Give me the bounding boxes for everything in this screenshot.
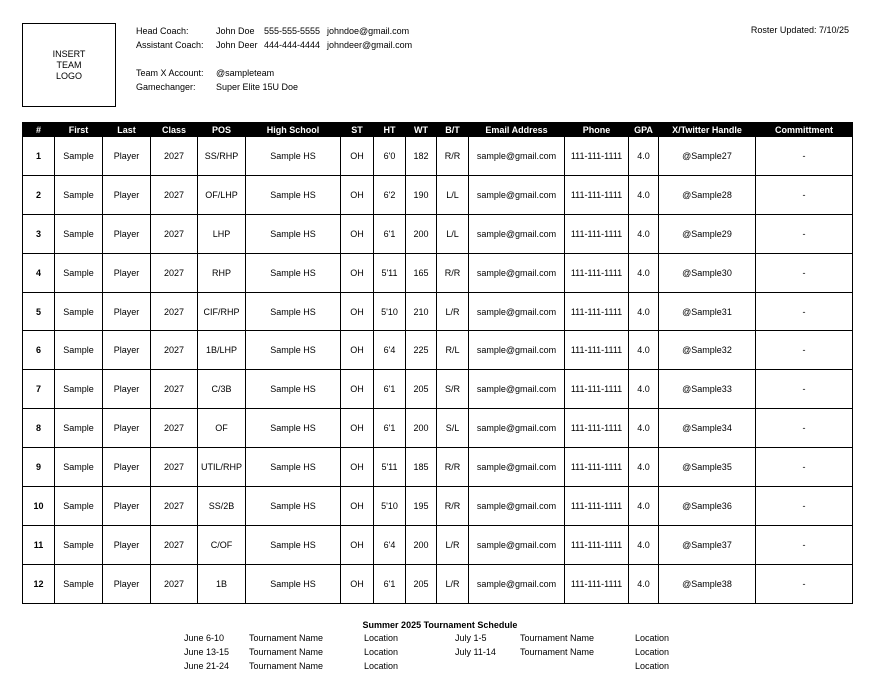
schedule-name: Tournament Name — [249, 647, 324, 657]
cell-first: Sample — [55, 331, 103, 370]
col-header-ht: HT — [374, 123, 406, 137]
cell-st: OH — [341, 370, 374, 409]
cell-wt: 195 — [406, 487, 437, 526]
cell-wt: 210 — [406, 292, 437, 331]
cell-first: Sample — [55, 409, 103, 448]
schedule-location: Location — [635, 661, 670, 671]
gamechanger-value: Super Elite 15U Doe — [216, 82, 299, 92]
cell-class: 2027 — [151, 214, 198, 253]
cell-class: 2027 — [151, 331, 198, 370]
cell-bt: L/L — [437, 214, 469, 253]
cell-ht: 6'1 — [374, 409, 406, 448]
cell-bt: S/L — [437, 409, 469, 448]
cell-first: Sample — [55, 253, 103, 292]
table-row — [23, 487, 853, 526]
head-coach-label: Head Coach: — [136, 26, 189, 36]
cell-high-school: Sample HS — [246, 487, 341, 526]
schedule-dates: June 6-10 — [184, 633, 225, 643]
cell-high-school: Sample HS — [246, 448, 341, 487]
assistant-coach-label: Assistant Coach: — [136, 40, 204, 50]
cell-first: Sample — [55, 137, 103, 176]
cell-commitment: - — [756, 137, 853, 176]
cell-commitment: - — [756, 448, 853, 487]
cell-high-school: Sample HS — [246, 292, 341, 331]
cell-high-school: Sample HS — [246, 137, 341, 176]
assistant-coach-name: John Deer — [216, 40, 258, 50]
col-header-number: # — [23, 123, 55, 137]
cell-wt: 185 — [406, 448, 437, 487]
head-coach-name: John Doe — [216, 26, 255, 36]
cell-last: Player — [103, 525, 151, 564]
cell-gpa: 4.0 — [629, 331, 659, 370]
cell-ht: 5'11 — [374, 253, 406, 292]
cell-email: sample@gmail.com — [469, 487, 565, 526]
col-header-pos: POS — [198, 123, 246, 137]
cell-twitter: @Sample33 — [659, 370, 756, 409]
cell-last: Player — [103, 137, 151, 176]
cell-gpa: 4.0 — [629, 487, 659, 526]
x-account-value: @sampleteam — [216, 68, 275, 78]
cell-first: Sample — [55, 370, 103, 409]
cell-high-school: Sample HS — [246, 331, 341, 370]
cell-bt: L/R — [437, 564, 469, 603]
cell-gpa: 4.0 — [629, 214, 659, 253]
table-row — [23, 214, 853, 253]
cell-commitment: - — [756, 487, 853, 526]
cell-class: 2027 — [151, 564, 198, 603]
cell-email: sample@gmail.com — [469, 137, 565, 176]
cell-class: 2027 — [151, 409, 198, 448]
cell-phone: 111-111-1111 — [565, 137, 629, 176]
cell-number: 9 — [23, 448, 55, 487]
cell-twitter: @Sample35 — [659, 448, 756, 487]
cell-pos: SS/2B — [198, 487, 246, 526]
schedule-dates: July 11-14 — [455, 647, 496, 657]
cell-high-school: Sample HS — [246, 525, 341, 564]
table-row — [23, 331, 853, 370]
cell-ht: 6'1 — [374, 214, 406, 253]
col-header-commitment: Committment — [756, 123, 853, 137]
cell-high-school: Sample HS — [246, 214, 341, 253]
schedule-location: Location — [635, 633, 670, 643]
cell-commitment: - — [756, 331, 853, 370]
col-header-twitter: X/Twitter Handle — [659, 123, 756, 137]
cell-number: 6 — [23, 331, 55, 370]
cell-phone: 111-111-1111 — [565, 214, 629, 253]
cell-first: Sample — [55, 564, 103, 603]
cell-class: 2027 — [151, 448, 198, 487]
cell-st: OH — [341, 409, 374, 448]
table-row — [23, 253, 853, 292]
cell-last: Player — [103, 370, 151, 409]
schedule-location: Location — [635, 647, 670, 657]
cell-email: sample@gmail.com — [469, 370, 565, 409]
cell-st: OH — [341, 564, 374, 603]
cell-bt: L/L — [437, 175, 469, 214]
cell-twitter: @Sample30 — [659, 253, 756, 292]
schedule-title: Summer 2025 Tournament Schedule — [362, 620, 518, 630]
cell-gpa: 4.0 — [629, 525, 659, 564]
cell-gpa: 4.0 — [629, 175, 659, 214]
cell-twitter: @Sample38 — [659, 564, 756, 603]
cell-pos: 1B/LHP — [198, 331, 246, 370]
cell-number: 12 — [23, 564, 55, 603]
cell-twitter: @Sample29 — [659, 214, 756, 253]
cell-pos: UTIL/RHP — [198, 448, 246, 487]
cell-pos: C/OF — [198, 525, 246, 564]
cell-st: OH — [341, 525, 374, 564]
cell-ht: 5'10 — [374, 292, 406, 331]
cell-ht: 6'1 — [374, 564, 406, 603]
cell-phone: 111-111-1111 — [565, 370, 629, 409]
table-row — [23, 564, 853, 603]
schedule-dates: June 13-15 — [184, 647, 230, 657]
schedule-location: Location — [364, 661, 399, 671]
col-header-last: Last — [103, 123, 151, 137]
schedule-name: Tournament Name — [520, 633, 595, 643]
cell-twitter: @Sample34 — [659, 409, 756, 448]
cell-commitment: - — [756, 292, 853, 331]
cell-first: Sample — [55, 214, 103, 253]
cell-wt: 200 — [406, 214, 437, 253]
cell-number: 2 — [23, 175, 55, 214]
col-header-class: Class — [151, 123, 198, 137]
cell-commitment: - — [756, 370, 853, 409]
cell-st: OH — [341, 331, 374, 370]
cell-gpa: 4.0 — [629, 292, 659, 331]
cell-commitment: - — [756, 409, 853, 448]
roster-body — [23, 137, 853, 604]
cell-email: sample@gmail.com — [469, 214, 565, 253]
table-row — [23, 448, 853, 487]
cell-twitter: @Sample37 — [659, 525, 756, 564]
cell-email: sample@gmail.com — [469, 564, 565, 603]
cell-first: Sample — [55, 525, 103, 564]
cell-st: OH — [341, 487, 374, 526]
cell-twitter: @Sample36 — [659, 487, 756, 526]
cell-class: 2027 — [151, 137, 198, 176]
cell-number: 10 — [23, 487, 55, 526]
cell-pos: LHP — [198, 214, 246, 253]
cell-high-school: Sample HS — [246, 175, 341, 214]
cell-number: 1 — [23, 137, 55, 176]
cell-high-school: Sample HS — [246, 370, 341, 409]
cell-commitment: - — [756, 214, 853, 253]
cell-first: Sample — [55, 487, 103, 526]
cell-wt: 182 — [406, 137, 437, 176]
cell-bt: L/R — [437, 292, 469, 331]
cell-last: Player — [103, 487, 151, 526]
cell-class: 2027 — [151, 292, 198, 331]
cell-ht: 5'10 — [374, 487, 406, 526]
cell-high-school: Sample HS — [246, 564, 341, 603]
cell-ht: 5'11 — [374, 448, 406, 487]
cell-st: OH — [341, 137, 374, 176]
cell-bt: R/R — [437, 137, 469, 176]
schedule-name: Tournament Name — [520, 647, 595, 657]
cell-bt: R/L — [437, 331, 469, 370]
head-coach-phone: 555-555-5555 — [264, 26, 321, 36]
roster-header-row — [23, 123, 853, 137]
schedule-name: Tournament Name — [249, 661, 324, 671]
cell-commitment: - — [756, 564, 853, 603]
cell-bt: R/R — [437, 253, 469, 292]
cell-last: Player — [103, 214, 151, 253]
cell-wt: 190 — [406, 175, 437, 214]
cell-wt: 165 — [406, 253, 437, 292]
cell-first: Sample — [55, 292, 103, 331]
schedule-name: Tournament Name — [249, 633, 324, 643]
cell-number: 3 — [23, 214, 55, 253]
cell-class: 2027 — [151, 175, 198, 214]
cell-wt: 200 — [406, 525, 437, 564]
cell-st: OH — [341, 448, 374, 487]
col-header-first: First — [55, 123, 103, 137]
cell-last: Player — [103, 564, 151, 603]
col-header-email: Email Address — [469, 123, 565, 137]
cell-twitter: @Sample32 — [659, 331, 756, 370]
cell-commitment: - — [756, 253, 853, 292]
cell-gpa: 4.0 — [629, 370, 659, 409]
cell-phone: 111-111-1111 — [565, 448, 629, 487]
assistant-coach-phone: 444-444-4444 — [264, 40, 321, 50]
cell-email: sample@gmail.com — [469, 175, 565, 214]
table-row — [23, 409, 853, 448]
cell-class: 2027 — [151, 370, 198, 409]
cell-class: 2027 — [151, 253, 198, 292]
cell-wt: 225 — [406, 331, 437, 370]
cell-last: Player — [103, 409, 151, 448]
col-header-high-school: High School — [246, 123, 341, 137]
cell-twitter: @Sample28 — [659, 175, 756, 214]
cell-st: OH — [341, 292, 374, 331]
cell-pos: OF/LHP — [198, 175, 246, 214]
cell-gpa: 4.0 — [629, 448, 659, 487]
x-account-label: Team X Account: — [136, 68, 204, 78]
cell-ht: 6'4 — [374, 331, 406, 370]
cell-pos: CIF/RHP — [198, 292, 246, 331]
cell-number: 4 — [23, 253, 55, 292]
cell-gpa: 4.0 — [629, 409, 659, 448]
cell-email: sample@gmail.com — [469, 525, 565, 564]
col-header-gpa: GPA — [629, 123, 659, 137]
cell-bt: R/R — [437, 448, 469, 487]
cell-number: 5 — [23, 292, 55, 331]
cell-class: 2027 — [151, 487, 198, 526]
table-row — [23, 292, 853, 331]
cell-ht: 6'4 — [374, 525, 406, 564]
table-row — [23, 525, 853, 564]
cell-gpa: 4.0 — [629, 137, 659, 176]
cell-wt: 200 — [406, 409, 437, 448]
cell-phone: 111-111-1111 — [565, 331, 629, 370]
cell-st: OH — [341, 175, 374, 214]
col-header-phone: Phone — [565, 123, 629, 137]
cell-bt: R/R — [437, 487, 469, 526]
cell-phone: 111-111-1111 — [565, 525, 629, 564]
cell-phone: 111-111-1111 — [565, 292, 629, 331]
cell-class: 2027 — [151, 525, 198, 564]
roster-updated-date: Roster Updated: 7/10/25 — [750, 25, 849, 35]
table-row — [23, 175, 853, 214]
schedule-dates: June 21-24 — [184, 661, 230, 671]
cell-first: Sample — [55, 448, 103, 487]
cell-wt: 205 — [406, 370, 437, 409]
cell-last: Player — [103, 175, 151, 214]
col-header-st: ST — [341, 123, 374, 137]
cell-bt: S/R — [437, 370, 469, 409]
cell-st: OH — [341, 253, 374, 292]
head-coach-email: johndoe@gmail.com — [327, 26, 410, 36]
cell-email: sample@gmail.com — [469, 292, 565, 331]
cell-phone: 111-111-1111 — [565, 253, 629, 292]
roster-table — [22, 122, 853, 604]
cell-ht: 6'2 — [374, 175, 406, 214]
cell-high-school: Sample HS — [246, 409, 341, 448]
cell-ht: 6'1 — [374, 370, 406, 409]
cell-gpa: 4.0 — [629, 253, 659, 292]
cell-email: sample@gmail.com — [469, 448, 565, 487]
cell-email: sample@gmail.com — [469, 409, 565, 448]
cell-phone: 111-111-1111 — [565, 487, 629, 526]
cell-number: 8 — [23, 409, 55, 448]
schedule-location: Location — [364, 633, 399, 643]
cell-email: sample@gmail.com — [469, 331, 565, 370]
cell-last: Player — [103, 292, 151, 331]
cell-gpa: 4.0 — [629, 564, 659, 603]
table-row — [23, 137, 853, 176]
cell-pos: OF — [198, 409, 246, 448]
cell-pos: C/3B — [198, 370, 246, 409]
schedule-location: Location — [364, 647, 399, 657]
cell-bt: L/R — [437, 525, 469, 564]
cell-number: 7 — [23, 370, 55, 409]
cell-phone: 111-111-1111 — [565, 564, 629, 603]
cell-twitter: @Sample31 — [659, 292, 756, 331]
cell-pos: RHP — [198, 253, 246, 292]
cell-phone: 111-111-1111 — [565, 175, 629, 214]
cell-pos: SS/RHP — [198, 137, 246, 176]
cell-commitment: - — [756, 175, 853, 214]
cell-commitment: - — [756, 525, 853, 564]
cell-phone: 111-111-1111 — [565, 409, 629, 448]
cell-last: Player — [103, 331, 151, 370]
cell-first: Sample — [55, 175, 103, 214]
team-logo-placeholder: INSERT TEAM LOGO — [22, 23, 116, 107]
cell-wt: 205 — [406, 564, 437, 603]
col-header-bt: B/T — [437, 123, 469, 137]
cell-email: sample@gmail.com — [469, 253, 565, 292]
cell-last: Player — [103, 448, 151, 487]
schedule-dates: July 1-5 — [455, 633, 487, 643]
col-header-wt: WT — [406, 123, 437, 137]
assistant-coach-email: johndeer@gmail.com — [327, 40, 413, 50]
cell-high-school: Sample HS — [246, 253, 341, 292]
cell-number: 11 — [23, 525, 55, 564]
cell-pos: 1B — [198, 564, 246, 603]
gamechanger-label: Gamechanger: — [136, 82, 196, 92]
cell-ht: 6'0 — [374, 137, 406, 176]
cell-last: Player — [103, 253, 151, 292]
cell-twitter: @Sample27 — [659, 137, 756, 176]
table-row — [23, 370, 853, 409]
cell-st: OH — [341, 214, 374, 253]
